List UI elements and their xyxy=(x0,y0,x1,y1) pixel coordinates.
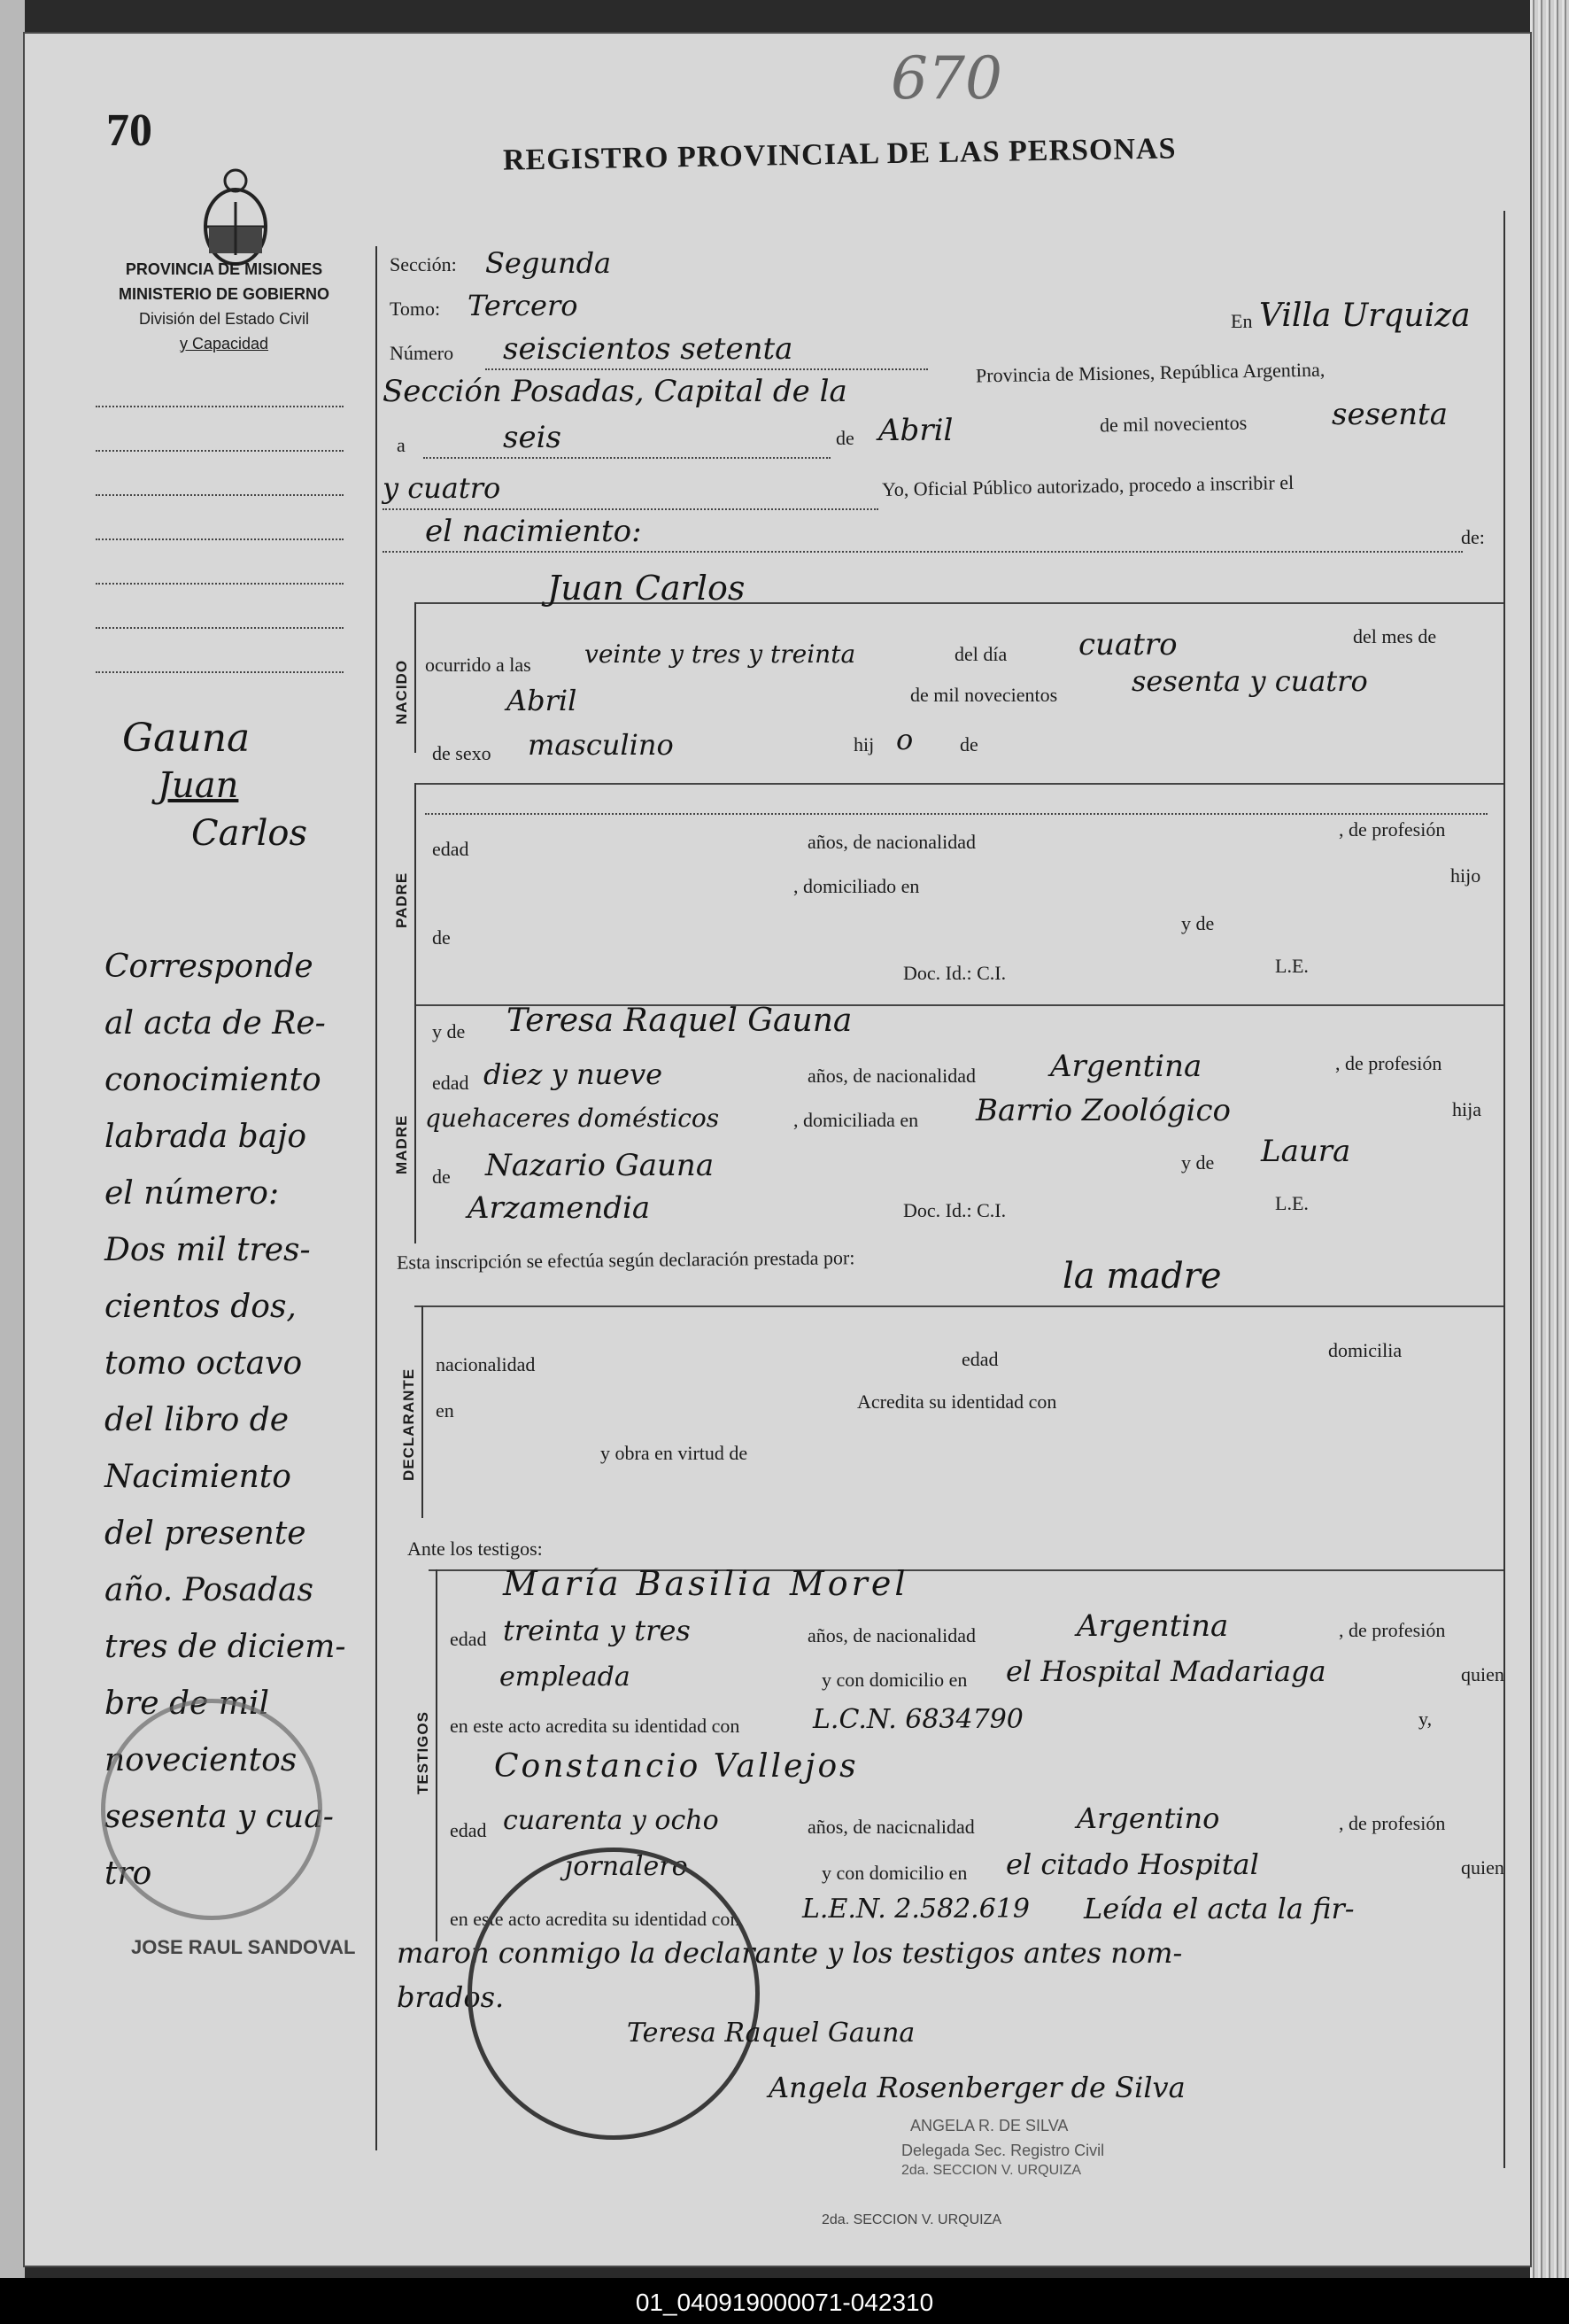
padre-doc-label: Doc. Id.: C.I. xyxy=(903,962,1007,984)
a-label: a xyxy=(397,434,406,456)
tomo-value: Tercero xyxy=(468,289,578,322)
note-line: Nacimiento xyxy=(104,1459,291,1495)
margin-name2: Carlos xyxy=(191,813,307,854)
testigos-section-label: TESTIGOS xyxy=(414,1711,431,1794)
declarante-domicilia-label: domicilia xyxy=(1328,1339,1403,1361)
padre-domiciliado-label: , domiciliado en xyxy=(793,875,920,897)
nacido-dia: cuatro xyxy=(1078,627,1178,662)
padre-edad-label: edad xyxy=(432,838,469,860)
authority-line2: MINISTERIO DE GOBIERNO xyxy=(118,285,330,303)
center-stamp xyxy=(468,1848,760,2140)
madre-edad: diez y nueve xyxy=(483,1057,663,1091)
note-line: tomo octavo xyxy=(104,1345,303,1382)
leida-text: Leída el acta la fir- xyxy=(1084,1892,1355,1925)
stamp-bottom: 2da. SECCION V. URQUIZA xyxy=(822,2212,1002,2227)
testigo2-acredita-label: en este acto acredita su identidad con xyxy=(450,1908,740,1930)
en-value: Villa Urquiza xyxy=(1259,298,1471,334)
testigo1-anos-label: años, de nacionalidad xyxy=(808,1624,976,1646)
tomo-label: Tomo: xyxy=(390,298,441,320)
madre-anos-label: años, de nacionalidad xyxy=(808,1065,976,1087)
page-edge-left xyxy=(0,0,25,2278)
padre-hijo-label: hijo xyxy=(1450,864,1481,887)
note-line: labrada bajo xyxy=(104,1119,306,1155)
declarante-edad-label: edad xyxy=(962,1348,999,1370)
declarante-en-label: en xyxy=(436,1399,454,1422)
testigo1-acredita-label: en este acto acredita su identidad con xyxy=(450,1715,740,1737)
testigo2-nacionalidad: Argentino xyxy=(1077,1801,1220,1835)
madre-profesion: quehaceres domésticos xyxy=(425,1104,720,1133)
note-line: del presente xyxy=(104,1515,306,1552)
de-colon: de: xyxy=(1461,526,1485,548)
testigos-intro: Ante los testigos: xyxy=(407,1538,543,1560)
nacido-anio: sesenta y cuatro xyxy=(1132,664,1368,698)
dia-value: seis xyxy=(503,420,561,455)
acta-value: el nacimiento: xyxy=(425,514,642,549)
testigo1-name: María Basilia Morel xyxy=(503,1564,909,1603)
note-line: bre de mil xyxy=(104,1685,269,1722)
madre-yde-label: y de xyxy=(432,1020,466,1042)
nacido-mil-label: de mil novecientos xyxy=(910,684,1058,706)
certificate-sheet xyxy=(25,34,1530,2266)
madre-madre2: Arzamendia xyxy=(468,1190,651,1226)
page-edge-right xyxy=(1530,0,1569,2278)
madre-yde2-label: y de xyxy=(1181,1151,1215,1174)
madre-domiciliada-label: , domiciliada en xyxy=(793,1109,919,1131)
testigo1-edad-label: edad xyxy=(450,1628,487,1650)
madre-de-label: de xyxy=(432,1166,451,1188)
numero-label: Número xyxy=(390,342,454,364)
folio-number: 670 xyxy=(891,44,1002,112)
authority-block xyxy=(87,257,361,356)
note-line: tro xyxy=(104,1855,152,1892)
madre-domicilio: Barrio Zoológico xyxy=(976,1093,1231,1128)
nacido-mes: Abril xyxy=(506,684,577,717)
hora-value: veinte y tres y treinta xyxy=(584,639,856,669)
padre-yde-label: y de xyxy=(1181,912,1215,934)
note-line: conocimiento xyxy=(104,1062,321,1098)
hijo-value: o xyxy=(896,723,914,756)
padre-profesion-label: , de profesión xyxy=(1339,818,1446,841)
testigo2-edad: cuarenta y ocho xyxy=(503,1805,719,1836)
page-number: 70 xyxy=(106,105,152,156)
oficial-text: Yo, Oficial Público autorizado, procedo a inscribir el xyxy=(881,470,1295,501)
seccion-label: Sección: xyxy=(390,253,457,275)
testigo2-anos-label: años, de nacicnalidad xyxy=(808,1816,975,1838)
padre-de-label: de xyxy=(432,926,451,949)
sexo-label: de sexo xyxy=(432,742,491,764)
hijo-label: hij xyxy=(854,733,875,755)
note-line: novecientos xyxy=(104,1742,298,1778)
note-line: Dos mil tres- xyxy=(104,1232,311,1268)
official2-title2: 2da. SECCION V. URQUIZA xyxy=(901,2163,1082,2178)
del-dia-label: del día xyxy=(955,643,1008,665)
nacido-name: Juan Carlos xyxy=(547,569,746,608)
madre-le-label: L.E. xyxy=(1275,1192,1309,1214)
anio-value2: y cuatro xyxy=(383,471,501,505)
testigo2-edad-label: edad xyxy=(450,1819,487,1841)
testigo2-doc: L.E.N. 2.582.619 xyxy=(802,1894,1030,1925)
madre-edad-label: edad xyxy=(432,1072,469,1094)
testigo1-doc: L.C.N. 6834790 xyxy=(813,1704,1024,1735)
en-label: En xyxy=(1231,310,1253,332)
testigo2-profesion-label: , de profesión xyxy=(1339,1812,1446,1834)
note-line: año. Posadas xyxy=(104,1572,313,1608)
anio-value: sesenta xyxy=(1332,397,1448,432)
padre-section-label: PADRE xyxy=(393,872,410,928)
declarante-intro: Esta inscripción se efectúa según declaración prestada por: xyxy=(396,1246,855,1274)
declarante-nacionalidad-label: nacionalidad xyxy=(436,1353,536,1375)
madre-section-label: MADRE xyxy=(393,1114,410,1174)
authority-line1: PROVINCIA DE MISIONES xyxy=(125,260,323,278)
ocurrido-label: ocurrido a las xyxy=(425,654,531,676)
madre-profesion-label: , de profesión xyxy=(1335,1052,1442,1074)
authority-line3: División del Estado Civil xyxy=(138,310,310,328)
testigo1-quien-label: quien xyxy=(1461,1663,1504,1685)
note-line: el número: xyxy=(104,1175,280,1212)
note-line: Corresponde xyxy=(104,949,313,985)
provincia-text: Provincia de Misiones, República Argentina, xyxy=(975,358,1326,387)
signature-2: Angela Rosenberger de Silva xyxy=(769,2071,1186,2104)
madre-hija-label: hija xyxy=(1452,1098,1481,1120)
note-line: sesenta y cua- xyxy=(104,1799,334,1835)
cont-line2: brados. xyxy=(397,1980,505,2014)
official2-name: ANGELA R. DE SILVA xyxy=(910,2117,1069,2134)
testigo2-name: Constancio Vallejos xyxy=(494,1748,859,1785)
madre-doc-label: Doc. Id.: C.I. xyxy=(903,1199,1007,1221)
file-caption: 01_040919000071-042310 xyxy=(635,2289,934,2316)
testigo1-domicilio-label: y con domicilio en xyxy=(822,1669,968,1691)
mil-label: de mil novecientos xyxy=(1099,411,1248,437)
madre-padre: Nazario Gauna xyxy=(485,1148,715,1183)
seccion-value: Segunda xyxy=(485,246,612,280)
padre-anos-label: años, de nacionalidad xyxy=(808,831,976,853)
nacido-de-label: de xyxy=(960,733,978,755)
official2-title1: Delegada Sec. Registro Civil xyxy=(901,2142,1105,2159)
margin-surname: Gauna xyxy=(122,716,251,761)
note-line: cientos dos, xyxy=(104,1289,297,1325)
nacido-section-label: NACIDO xyxy=(393,659,410,724)
lugar-value: Sección Posadas, Capital de la xyxy=(383,374,847,409)
testigo1-y-label: y, xyxy=(1418,1708,1433,1730)
testigo1-domicilio: el Hospital Madariaga xyxy=(1006,1654,1326,1688)
testigo1-profesion: empleada xyxy=(499,1662,630,1693)
note-line: tres de diciem- xyxy=(104,1629,346,1665)
margin-name1: Juan xyxy=(158,765,239,806)
page-title: REGISTRO PROVINCIAL DE LAS PERSONAS xyxy=(502,132,1177,177)
declarante-section-label: DECLARANTE xyxy=(400,1367,417,1481)
declarante-obra-label: y obra en virtud de xyxy=(600,1442,748,1464)
authority-line4: y Capacidad xyxy=(179,335,269,352)
note-line: al acta de Re- xyxy=(104,1005,326,1042)
testigo2-domicilio-label: y con domicilio en xyxy=(822,1862,968,1884)
sexo-value: masculino xyxy=(528,728,674,762)
declarante-value: la madre xyxy=(1063,1256,1222,1297)
testigo1-nacionalidad: Argentina xyxy=(1077,1608,1229,1644)
de-label: de xyxy=(836,427,854,449)
left-stamp xyxy=(101,1699,322,1920)
numero-value: seiscientos setenta xyxy=(503,331,793,367)
declarante-acredita-label: Acredita su identidad con xyxy=(857,1391,1057,1413)
testigo1-edad: treinta y tres xyxy=(503,1614,691,1647)
madre-nacionalidad: Argentina xyxy=(1050,1049,1202,1084)
madre-name: Teresa Raquel Gauna xyxy=(506,1003,853,1039)
note-line: del libro de xyxy=(104,1402,290,1438)
testigo2-profesion: jornalero xyxy=(565,1851,688,1882)
cont-line1: maron conmigo la declarante y los testigos antes nom- xyxy=(397,1936,1183,1970)
signature-1: Teresa Raquel Gauna xyxy=(627,2018,916,2049)
main-left-border xyxy=(375,246,377,2150)
mes-value: Abril xyxy=(878,413,954,448)
testigo2-domicilio: el citado Hospital xyxy=(1006,1848,1259,1881)
del-mes-label: del mes de xyxy=(1353,625,1437,647)
padre-le-label: L.E. xyxy=(1275,955,1309,977)
official-name: JOSE RAUL SANDOVAL xyxy=(131,1936,356,1958)
testigo1-profesion-label: , de profesión xyxy=(1339,1619,1446,1641)
testigo2-quien-label: quien xyxy=(1461,1856,1504,1879)
madre-madre: Laura xyxy=(1261,1134,1351,1169)
